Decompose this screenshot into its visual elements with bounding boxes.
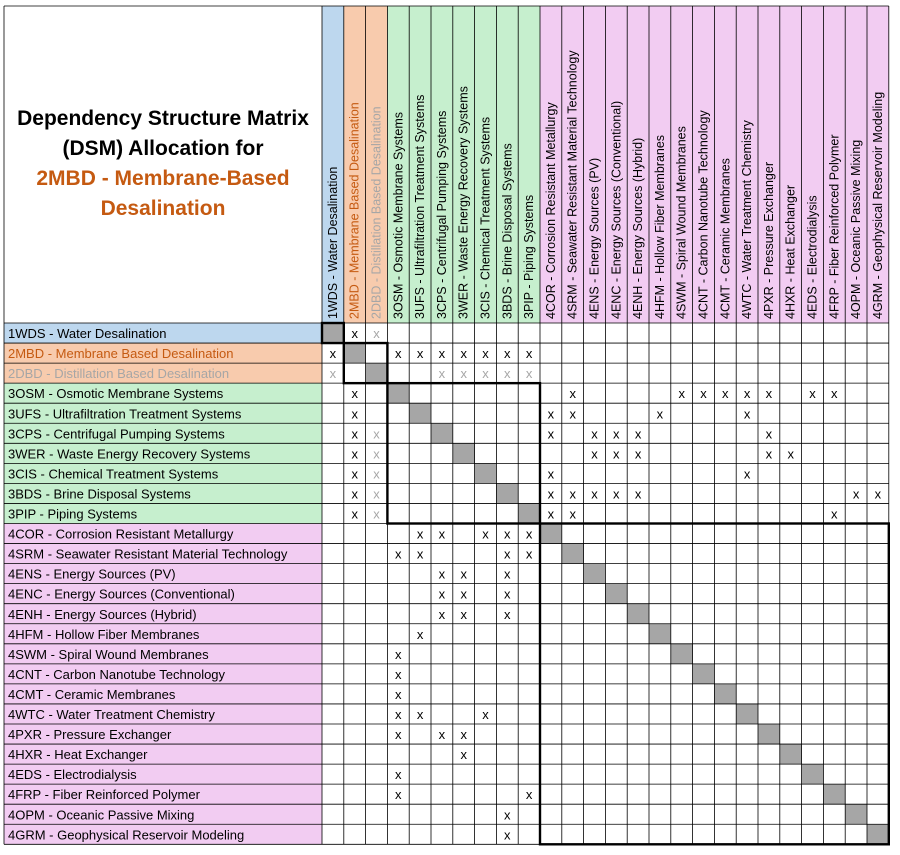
dependency-mark: x	[743, 466, 751, 482]
diagonal-cell	[562, 544, 584, 564]
row-header-label: 4WTC - Water Treatment Chemistry	[8, 707, 215, 722]
dependency-mark: x	[351, 486, 358, 502]
row-header-label: 3BDS - Brine Disposal Systems	[8, 486, 191, 502]
diagonal-cell	[518, 503, 540, 523]
dependency-mark: x	[460, 566, 467, 582]
dependency-mark: x	[460, 366, 467, 382]
dependency-mark: x	[351, 406, 358, 422]
row-header-label: 4ENH - Energy Sources (Hybrid)	[8, 606, 197, 622]
column-header-label: 4HFM - Hollow Fiber Membranes	[652, 134, 667, 319]
dependency-mark: x	[373, 466, 380, 482]
row-header-label: 1WDS - Water Desalination	[8, 326, 167, 342]
column-header-label: 4COR - Corrosion Resistant Metallurgy	[543, 102, 558, 319]
dependency-mark: x	[351, 466, 358, 482]
row-header-label: 4HFM - Hollow Fiber Membranes	[8, 626, 200, 642]
column-header-label: 4GRM - Geophysical Reservoir Modeling	[870, 91, 885, 319]
dependency-mark: x	[569, 406, 576, 422]
column-header-label: 3WER - Waste Energy Recovery Systems	[456, 86, 471, 319]
dependency-mark: x	[504, 586, 511, 602]
dependency-mark: x	[700, 386, 707, 402]
column-header-label: 3PIP - Piping Systems	[522, 194, 537, 319]
row-header-label: 3CIS - Chemical Treatment Systems	[8, 466, 219, 482]
dependency-mark: x	[351, 506, 358, 522]
column-header-label: 4ENH - Energy Sources (Hybrid)	[631, 137, 646, 319]
dependency-mark: x	[373, 486, 380, 502]
dependency-mark: x	[765, 426, 773, 442]
dependency-mark: x	[460, 747, 467, 763]
dependency-mark: x	[525, 346, 533, 362]
dependency-mark: x	[373, 446, 380, 462]
column-header-label: 4EDS - Electrodialysis	[805, 195, 820, 319]
dependency-mark: x	[504, 807, 511, 823]
dependency-mark: x	[765, 386, 773, 402]
diagonal-cell	[366, 363, 388, 383]
dependency-mark: x	[329, 366, 337, 382]
row-header-label: 4FRP - Fiber Reinforced Polymer	[8, 787, 200, 803]
column-header-label: 3CPS - Centrifugal Pumping Systems	[434, 110, 449, 319]
row-header-label: 2MBD - Membrane Based Desalination	[8, 346, 234, 362]
column-header-label: 4ENC - Energy Sources (Conventional)	[609, 100, 624, 319]
diagonal-cell	[693, 664, 715, 684]
row-header-label: 4SRM - Seawater Resistant Material Technology	[8, 546, 288, 562]
column-header-label: 4ENS - Energy Sources (PV)	[587, 157, 602, 319]
title-line-2: 2MBD - Membrane-Based Desalination	[36, 167, 290, 220]
dependency-mark: x	[634, 426, 642, 442]
dependency-mark: x	[351, 446, 358, 462]
column-header-label: 4PXR - Pressure Exchanger	[761, 161, 776, 319]
dependency-mark: x	[438, 346, 446, 362]
diagonal-cell	[387, 383, 409, 403]
dependency-mark: x	[438, 727, 446, 743]
dependency-mark: x	[765, 446, 773, 462]
column-header-label: 4CMT - Ceramic Membranes	[718, 158, 733, 319]
dependency-mark: x	[504, 366, 511, 382]
dependency-mark: x	[591, 486, 598, 502]
dependency-mark: x	[351, 326, 358, 342]
column-header-label: 4FRP - Fiber Reinforced Polymer	[827, 134, 842, 319]
dependency-mark: x	[547, 406, 555, 422]
dependency-mark: x	[329, 346, 337, 362]
column-header-label: 4WTC - Water Treatment Chemistry	[740, 120, 755, 319]
dependency-mark: x	[591, 446, 598, 462]
dependency-mark: x	[525, 787, 533, 803]
dependency-mark: x	[809, 386, 816, 402]
dependency-mark: x	[395, 346, 402, 362]
dependency-mark: x	[395, 707, 402, 722]
dependency-mark: x	[613, 486, 620, 502]
dependency-mark: x	[482, 366, 489, 382]
row-header-label: 4PXR - Pressure Exchanger	[8, 727, 172, 743]
dependency-mark: x	[395, 787, 402, 803]
dependency-mark: x	[416, 526, 424, 542]
dependency-mark: x	[438, 586, 446, 602]
dependency-mark: x	[416, 626, 424, 642]
diagonal-cell	[605, 584, 627, 604]
diagonal-cell	[845, 804, 867, 824]
diagonal-cell	[431, 423, 453, 443]
diagonal-cell	[802, 764, 824, 784]
row-header-label: 4COR - Corrosion Resistant Metallurgy	[8, 526, 234, 542]
dependency-mark: x	[504, 827, 511, 843]
dependency-mark: x	[591, 426, 598, 442]
row-header-label: 4ENC - Energy Sources (Conventional)	[8, 586, 235, 602]
dependency-mark: x	[438, 606, 446, 622]
dependency-mark: x	[395, 727, 402, 743]
column-header-label: 4HXR - Heat Exchanger	[783, 184, 798, 319]
dependency-mark: x	[438, 526, 446, 542]
diagonal-cell	[344, 343, 366, 363]
dependency-mark: x	[831, 506, 838, 522]
dependency-mark: x	[569, 506, 576, 522]
diagonal-cell	[758, 724, 780, 744]
dependency-mark: x	[460, 346, 467, 362]
row-header-label: 3CPS - Centrifugal Pumping Systems	[8, 426, 225, 442]
column-header-label: 4CNT - Carbon Nanotube Technology	[696, 110, 711, 319]
dependency-mark: x	[852, 486, 860, 502]
column-header-label: 2DBD - Distillation Based Desalination	[369, 106, 384, 319]
dependency-mark: x	[482, 526, 489, 542]
column-header-label: 3BDS - Brine Disposal Systems	[500, 143, 515, 319]
dependency-mark: x	[416, 707, 424, 722]
title-line-1: Dependency Structure Matrix (DSM) Allocation for	[17, 107, 309, 160]
dependency-mark: x	[504, 346, 511, 362]
dependency-mark: x	[438, 566, 446, 582]
dependency-mark: x	[351, 426, 358, 442]
row-header-label: 4HXR - Heat Exchanger	[8, 747, 148, 763]
column-header-label: 3UFS - Ultrafiltration Treatment Systems	[413, 94, 428, 319]
column-header-label: 3CIS - Chemical Treatment Systems	[478, 116, 493, 319]
dependency-mark: x	[547, 466, 555, 482]
diagonal-cell	[627, 604, 649, 624]
dependency-mark: x	[504, 606, 511, 622]
dependency-mark: x	[395, 686, 402, 702]
dependency-mark: x	[482, 346, 489, 362]
diagonal-cell	[671, 644, 693, 664]
diagonal-cell	[475, 463, 497, 483]
dependency-mark: x	[416, 546, 424, 562]
dependency-mark: x	[634, 486, 642, 502]
row-header-label: 3OSM - Osmotic Membrane Systems	[8, 386, 224, 402]
dependency-mark: x	[395, 546, 402, 562]
row-header-label: 3PIP - Piping Systems	[8, 506, 138, 522]
dependency-mark: x	[613, 446, 620, 462]
dependency-mark: x	[722, 386, 729, 402]
dependency-mark: x	[373, 426, 380, 442]
dependency-mark: x	[351, 386, 358, 402]
dependency-mark: x	[460, 606, 467, 622]
column-header-label: 4OPM - Oceanic Passive Mixing	[849, 139, 864, 319]
diagonal-cell	[409, 403, 431, 423]
dependency-mark: x	[743, 406, 751, 422]
dependency-mark: x	[395, 666, 402, 682]
row-header-label: 4GRM - Geophysical Reservoir Modeling	[8, 827, 245, 843]
diagonal-cell	[823, 784, 845, 804]
column-header-label: 4SWM - Spiral Wound Membranes	[674, 126, 689, 319]
diagonal-cell	[496, 483, 518, 503]
row-header-label: 4EDS - Electrodialysis	[8, 767, 137, 783]
dependency-mark: x	[613, 426, 620, 442]
row-header-label: 4SWM - Spiral Wound Membranes	[8, 646, 209, 662]
dependency-mark: x	[874, 486, 882, 502]
row-header-label: 4CMT - Ceramic Membranes	[8, 686, 176, 702]
dependency-mark: x	[373, 506, 380, 522]
row-header-label: 2DBD - Distillation Based Desalination	[8, 366, 230, 382]
dependency-mark: x	[678, 386, 685, 402]
dependency-mark: x	[569, 386, 576, 402]
dependency-mark: x	[395, 767, 402, 783]
dependency-mark: x	[547, 506, 555, 522]
row-header-label: 4CNT - Carbon Nanotube Technology	[8, 666, 226, 682]
diagonal-cell	[736, 704, 758, 724]
dependency-mark: x	[547, 486, 555, 502]
diagonal-cell	[584, 564, 606, 584]
dependency-mark: x	[395, 646, 402, 662]
diagonal-cell	[540, 524, 562, 544]
dependency-mark: x	[504, 546, 511, 562]
dependency-mark: x	[416, 346, 424, 362]
diagonal-cell	[867, 824, 889, 844]
diagonal-cell	[649, 624, 671, 644]
diagonal-cell	[714, 684, 736, 704]
dependency-mark: x	[525, 366, 533, 382]
dependency-mark: x	[569, 486, 576, 502]
column-header-label: 1WDS - Water Desalination	[325, 166, 340, 319]
row-header-label: 3UFS - Ultrafiltration Treatment Systems	[8, 406, 242, 422]
diagonal-cell	[453, 443, 475, 463]
dependency-mark: x	[787, 446, 794, 462]
row-header-label: 4ENS - Energy Sources (PV)	[8, 566, 176, 582]
dependency-mark: x	[743, 386, 751, 402]
dependency-mark: x	[504, 526, 511, 542]
dependency-mark: x	[831, 386, 838, 402]
column-header-label: 3OSM - Osmotic Membrane Systems	[391, 112, 406, 319]
dependency-mark: x	[438, 366, 446, 382]
dependency-mark: x	[373, 326, 380, 342]
dependency-mark: x	[634, 446, 642, 462]
dependency-mark: x	[547, 426, 555, 442]
dependency-mark: x	[504, 566, 511, 582]
dependency-mark: x	[460, 586, 467, 602]
column-header-label: 4SRM - Seawater Resistant Material Technology	[565, 50, 580, 319]
diagonal-cell	[780, 744, 802, 764]
dependency-mark: x	[525, 546, 533, 562]
row-header-label: 4OPM - Oceanic Passive Mixing	[8, 807, 195, 823]
dependency-mark: x	[482, 707, 489, 722]
column-header-label: 2MBD - Membrane Based Desalination	[347, 102, 362, 319]
diagonal-cell	[322, 323, 344, 343]
row-header-label: 3WER - Waste Energy Recovery Systems	[8, 446, 251, 462]
dependency-mark: x	[525, 526, 533, 542]
dependency-mark: x	[656, 406, 664, 422]
dependency-mark: x	[460, 727, 467, 743]
